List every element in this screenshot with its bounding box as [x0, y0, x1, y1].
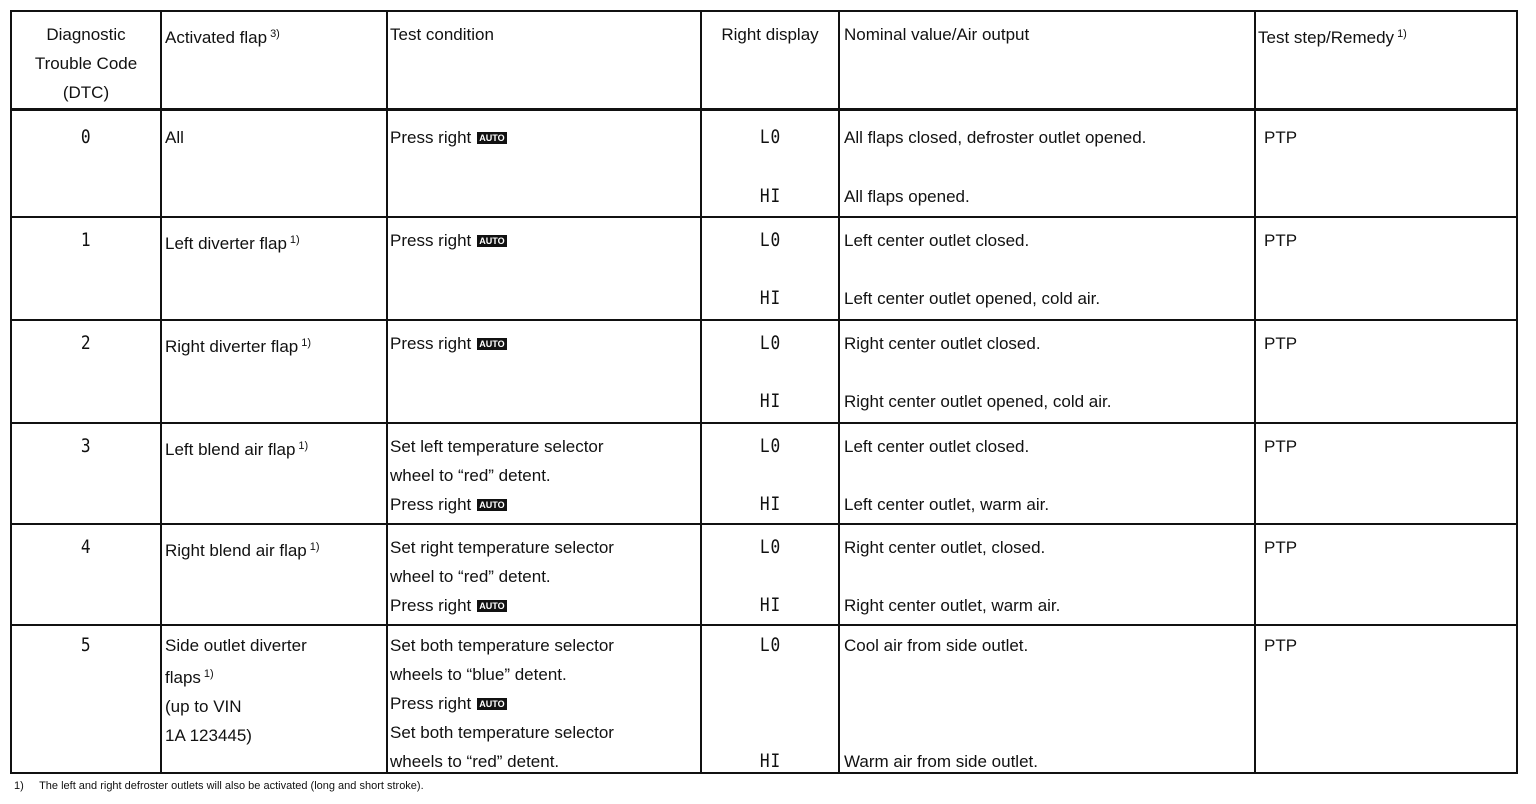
display-hi: HI — [759, 185, 781, 207]
activated-flap: Right blend air flap $^{1)}$ — [165, 541, 320, 560]
nominal-hi: All flaps opened. — [844, 187, 970, 206]
nominal-lo: All flaps closed, defroster outlet opened. — [844, 128, 1147, 147]
test-condition: Set both temperature selector wheels to “blue” detent. Press right AUTO Set both temperature selector wheels to “red” detent. — [390, 636, 614, 771]
column-divider — [1254, 12, 1256, 772]
test-condition: Press right AUTO — [390, 231, 505, 250]
row-divider — [12, 624, 1516, 626]
test-condition: Press right AUTO — [390, 128, 505, 147]
display-lo: L0 — [759, 536, 781, 558]
nominal-lo: Right center outlet closed. — [844, 334, 1041, 353]
dtc-code: 1 — [80, 229, 92, 251]
row-divider — [12, 216, 1516, 218]
dtc-code: 2 — [80, 332, 92, 354]
display-lo: L0 — [759, 126, 781, 148]
dtc-code: 4 — [80, 536, 92, 558]
row-divider — [12, 319, 1516, 321]
header-right-display: Right display — [721, 25, 819, 44]
test-condition: Press right AUTO — [390, 334, 505, 353]
dtc-code: 5 — [80, 634, 92, 656]
display-lo: L0 — [759, 332, 781, 354]
display-hi: HI — [759, 750, 781, 772]
auto-button-icon: AUTO — [479, 133, 505, 143]
nominal-lo: Right center outlet, closed. — [844, 538, 1046, 557]
display-lo: L0 — [759, 435, 781, 457]
test-condition: Set right temperature selector wheel to “red” detent. Press right AUTO — [390, 538, 614, 615]
nominal-hi: Warm air from side outlet. — [844, 752, 1038, 771]
header-nominal-value: Nominal value/Air output — [844, 25, 1030, 44]
test-step: PTP — [1264, 128, 1298, 147]
test-step: PTP — [1264, 334, 1298, 353]
footnote: 1) The left and right defroster outlets will also be activated (long and short stroke). — [14, 780, 424, 792]
nominal-hi: Right center outlet, warm air. — [844, 596, 1061, 615]
test-step: PTP — [1264, 636, 1298, 655]
display-lo: L0 — [759, 634, 781, 656]
auto-button-icon: AUTO — [479, 699, 505, 709]
dtc-code: 0 — [80, 126, 92, 148]
test-step: PTP — [1264, 437, 1298, 456]
dtc-table — [10, 10, 1518, 774]
column-divider — [838, 12, 840, 772]
display-hi: HI — [759, 594, 781, 616]
test-step: PTP — [1264, 231, 1298, 250]
display-lo: L0 — [759, 229, 781, 251]
nominal-hi: Left center outlet, warm air. — [844, 495, 1050, 514]
nominal-lo: Left center outlet closed. — [844, 437, 1030, 456]
nominal-hi: Left center outlet opened, cold air. — [844, 289, 1101, 308]
header-dtc: Diagnostic Trouble Code (DTC) — [34, 25, 138, 102]
display-hi: HI — [759, 287, 781, 309]
auto-button-icon: AUTO — [479, 236, 505, 246]
nominal-lo: Left center outlet closed. — [844, 231, 1030, 250]
activated-flap: All — [165, 128, 184, 147]
activated-flap: Side outlet diverter flaps $^{1)}$ (up to VIN 1A 123445) — [165, 636, 307, 745]
activated-flap: Right diverter flap $^{1)}$ — [165, 337, 312, 356]
auto-button-icon: AUTO — [479, 339, 505, 349]
test-condition: Set left temperature selector wheel to “red” detent. Press right AUTO — [390, 437, 604, 514]
auto-button-icon: AUTO — [479, 500, 505, 510]
dtc-code: 3 — [80, 435, 92, 457]
row-divider — [12, 422, 1516, 424]
header-divider — [12, 108, 1516, 111]
header-activated-flap: Activated flap $^{3)}$ — [165, 28, 280, 47]
header-test-step: Test step/Remedy $^{1)}$ — [1258, 28, 1407, 47]
nominal-hi: Right center outlet opened, cold air. — [844, 392, 1112, 411]
display-hi: HI — [759, 390, 781, 412]
column-divider — [386, 12, 388, 772]
test-step: PTP — [1264, 538, 1298, 557]
activated-flap: Left blend air flap $^{1)}$ — [165, 440, 309, 459]
header-test-condition: Test condition — [390, 25, 494, 44]
nominal-lo: Cool air from side outlet. — [844, 636, 1029, 655]
display-hi: HI — [759, 493, 781, 515]
auto-button-icon: AUTO — [479, 601, 505, 611]
column-divider — [160, 12, 162, 772]
row-divider — [12, 523, 1516, 525]
activated-flap: Left diverter flap $^{1)}$ — [165, 234, 300, 253]
